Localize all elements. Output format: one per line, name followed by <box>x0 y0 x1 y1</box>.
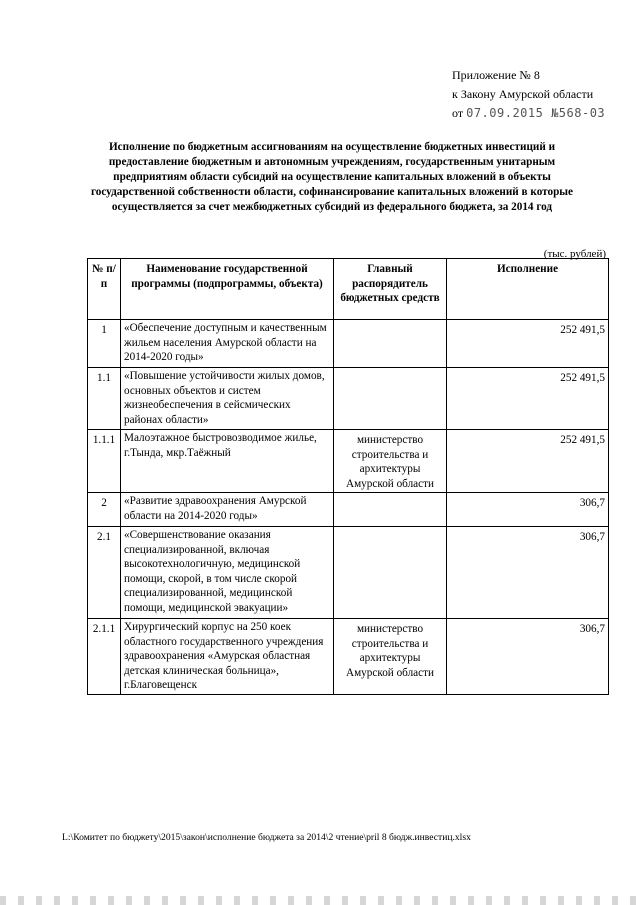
header-execution: Исполнение <box>447 259 609 320</box>
row-name: Малоэтажное быстровозводимое жилье, г.Тында, мкр.Таёжный <box>121 430 334 493</box>
table-row <box>88 368 609 430</box>
row-distributor: министерство строительства и архитектуры Амурской области <box>334 430 447 493</box>
row-name: «Повышение устойчивости жилых домов, основных объектов и систем жизнеобеспечения в сейсмических районах области» <box>121 368 334 430</box>
row-name: «Обеспечение доступным и качественным жильем населения Амурской области на 2014-2020 годы» <box>121 320 334 368</box>
units-label: (тыс. рублей) <box>543 248 606 260</box>
row-value: 306,7 <box>447 527 609 619</box>
row-distributor <box>334 368 447 430</box>
document-title: Исполнение по бюджетным ассигнованиям на осуществление бюджетных инвестиций и предоставление бюджетным и автономным учреждениям, государственным унитарным предприятиям области субсидий на осуществление капитальных вложений в объекты государственной собственности области, софинансирование капитальных вложений в которые осуществляется за счет межбюджетных субсидий из федерального бюджета, за 2014 год <box>90 141 574 213</box>
row-num: 2 <box>88 493 121 527</box>
appendix-date-stamp: 07.09.2015 №568-03 <box>466 106 606 120</box>
row-num: 1 <box>88 320 121 368</box>
row-num: 1.1.1 <box>88 430 121 493</box>
header-num: № п/п <box>88 259 121 320</box>
row-value: 306,7 <box>447 493 609 527</box>
appendix-law-ref: к Закону Амурской области <box>452 87 594 101</box>
row-value: 306,7 <box>447 619 609 695</box>
header-distributor: Главный распорядитель бюджетных средств <box>334 259 447 320</box>
execution-table <box>87 258 609 695</box>
table-row <box>88 619 609 695</box>
table-row <box>88 320 609 368</box>
row-name: «Совершенствование оказания специализированной, включая высокотехнологичную, медицинской помощи, скорой, в том числе скорой специализированной, медицинской помощи, медицинской эвакуации» <box>121 527 334 619</box>
row-value: 252 491,5 <box>447 368 609 430</box>
appendix-date-prefix: от <box>452 106 464 120</box>
header-name: Наименование государственной программы (подпрограммы, объекта) <box>121 259 334 320</box>
row-distributor <box>334 320 447 368</box>
appendix-header <box>452 66 632 123</box>
row-distributor <box>334 493 447 527</box>
row-num: 2.1 <box>88 527 121 619</box>
scan-edge-marks <box>0 896 640 905</box>
table-row <box>88 430 609 493</box>
appendix-number: Приложение № 8 <box>452 68 540 82</box>
file-path-footer: L:\Комитет по бюджету\2015\закон\исполнение бюджета за 2014\2 чтение\pril 8 бюдж.инвестиц.xlsx <box>62 832 471 843</box>
appendix-date-line <box>452 104 632 123</box>
row-num: 1.1 <box>88 368 121 430</box>
table-row <box>88 527 609 619</box>
row-name: «Развитие здравоохранения Амурской области на 2014-2020 годы» <box>121 493 334 527</box>
row-value: 252 491,5 <box>447 430 609 493</box>
row-num: 2.1.1 <box>88 619 121 695</box>
row-distributor <box>334 527 447 619</box>
table-header-row <box>88 259 609 320</box>
table-row <box>88 493 609 527</box>
row-value: 252 491,5 <box>447 320 609 368</box>
row-distributor: министерство строительства и архитектуры Амурской области <box>334 619 447 695</box>
row-name: Хирургический корпус на 250 коек областного государственного учреждения здравоохранения «Амурская областная детская клиническая больница», г.Благовещенск <box>121 619 334 695</box>
